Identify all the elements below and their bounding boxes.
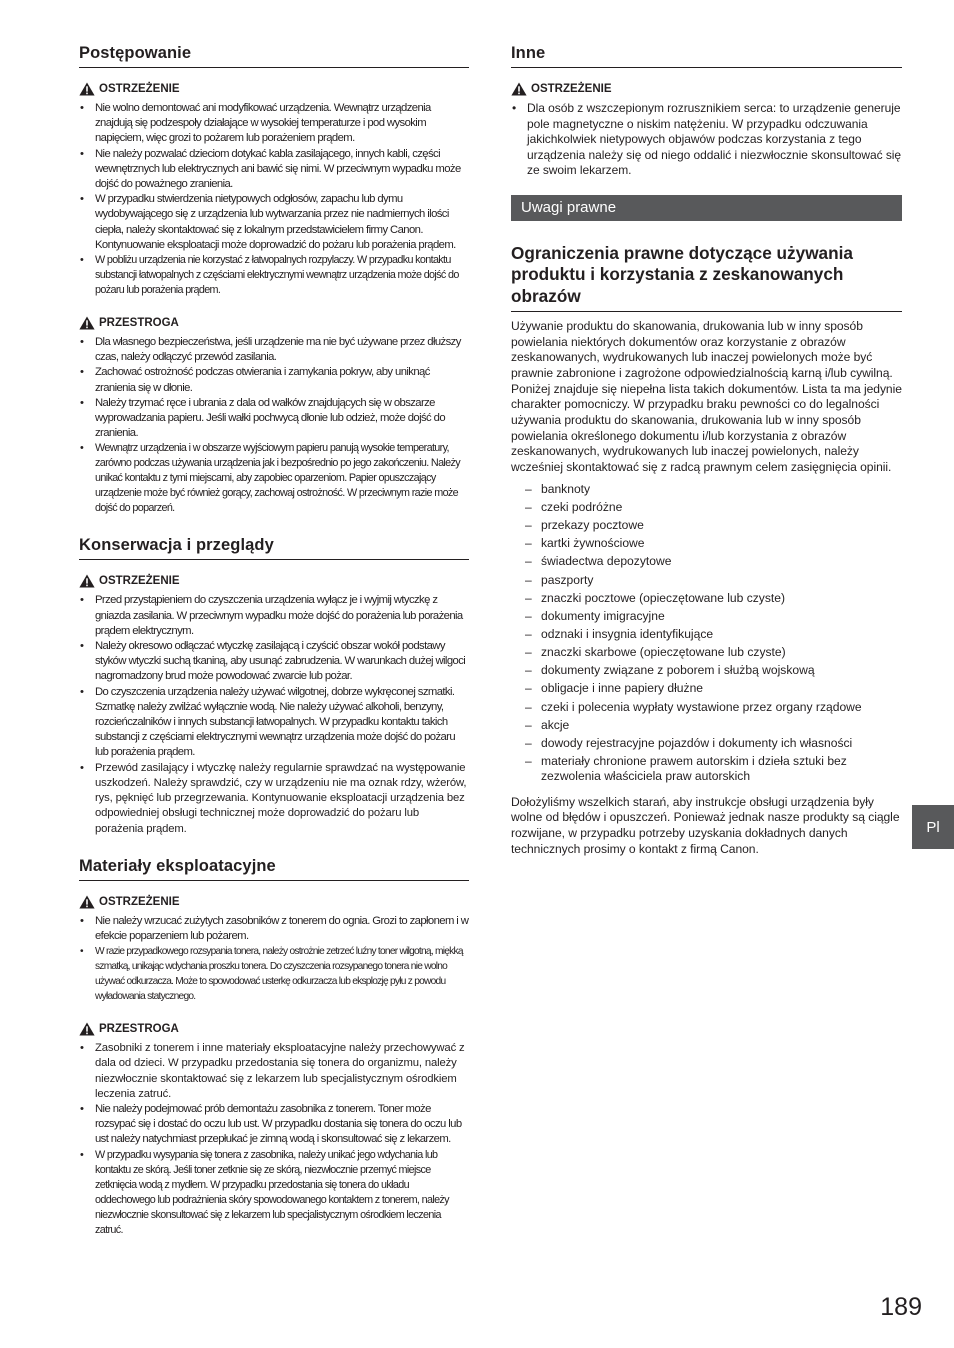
list-item: • Dla własnego bezpieczeństwa, jeśli urządzenie ma nie być używane przez dłuższy czas, należy odłączyć przewód zasilania. xyxy=(79,335,469,365)
list-item: – materiały chronione prawem autorskim i dzieła sztuki bez zezwolenia właściciela praw autorskich xyxy=(511,754,902,785)
legal-intro: Używanie produktu do skanowania, drukowania lub w inny sposób powielania niektórych dokumentów oraz korzystanie z obrazów zeskanowanych, wydrukowanych lub inaczej powielonych może być prawnie zabronione i zagrożone odpowiedzialnością karną i/lub cywilną. Poniżej znajduje się niepełna lista takich dokumentów. Lista ta ma jedynie charakter pomocniczy. W przypadku braku pewności co do legalności używania produktu do skanowania, drukowania lub w inny sposób powielania określonego dokumentu i/lub korzystania z obrazów zeskanowanych, wydrukowanych lub inaczej powielonych, należy wcześniej skontaktować się z radcą prawnym celem zasięgnięcia opinii. xyxy=(511,318,902,475)
list-item: • Zasobniki z tonerem i inne materiały eksploatacyjne należy przechowywać z dala od dzieci. W przypadku przedostania się tonera do organizmu, należy niezwłocznie skontaktować się z lekarzem lub specjalistycznym ośrodkiem leczenia zatruć. xyxy=(79,1041,469,1102)
warning-heading xyxy=(511,82,902,96)
restricted-documents-list xyxy=(511,482,902,785)
list-item: • Przed przystąpieniem do czyszczenia urządzenia wyłącz je i wyjmij wtyczkę z gniazda zasilania. W przeciwnym wypadku może dojść do porażenia lub porażenia prądem elektrycznym. xyxy=(79,593,469,639)
left-column xyxy=(79,44,469,1238)
list-item: – paszporty xyxy=(511,573,902,588)
warning-triangle-icon xyxy=(79,895,95,909)
caution-label: PRZESTROGA xyxy=(99,1023,179,1036)
list-item: – przekazy pocztowe xyxy=(511,518,902,533)
list-item: • Należy trzymać ręce i ubrania z dala od wałków znajdujących się w obszarze wyprowadzania papieru. Jeśli wałki pochwycą dłonie lub odzież, może dojść do zranienia. xyxy=(79,396,469,442)
warning-label: OSTRZEŻENIE xyxy=(531,83,612,95)
list-item: • Wewnątrz urządzenia i w obszarze wyjściowym papieru panują wysokie temperatury, zarówno podczas używania urządzenia jak i bezpośrednio po jego zakończeniu. Należy unikać kontaktu z tymi miejscami, aby zapobiec oparzeniom. Papier opuszczający urządzenie może być również gorący, zachowaj ostrożność. W przeciwnym razie może dojść do poparzeń. xyxy=(79,441,469,516)
list-item: – czeki podróżne xyxy=(511,500,902,515)
section-title-inne: Inne xyxy=(511,44,902,68)
warning-triangle-icon xyxy=(79,1022,95,1036)
warning-list xyxy=(79,101,469,298)
caution-list xyxy=(79,335,469,516)
list-item: • Do czyszczenia urządzenia należy używać wilgotnej, dobrze wykręconej szmatki. Szmatkę należy zwilżać wyłącznie wodą. Nie należy używać alkoholi, benzyny, rozcieńczalników i innych substancji łatwopalnych. W przypadku kontaktu takich substancji z częściami elektrycznymi wewnątrz urządzenia może dojść do pożaru lub porażenia prądem. xyxy=(79,685,469,761)
caution-heading xyxy=(79,316,469,330)
caution-label: PRZESTROGA xyxy=(99,317,179,330)
list-item: • Nie wolno demontować ani modyfikować urządzenia. Wewnątrz urządzenia znajdują się podzespoły działające w wysokiej temperaturze i pod wysokim napięciem, więc grozi to pożarem lub porażeniem prądem. xyxy=(79,101,469,147)
section-title-materialy: Materiały eksploatacyjne xyxy=(79,857,469,881)
legal-section-bar: Uwagi prawne xyxy=(511,195,902,221)
list-item: – czeki i polecenia wypłaty wystawione przez organy rządowe xyxy=(511,700,902,715)
warning-label: OSTRZEŻENIE xyxy=(99,895,180,908)
warning-list xyxy=(79,593,469,836)
list-item: – znaczki skarbowe (opieczętowane lub czyste) xyxy=(511,645,902,660)
list-item: – świadectwa depozytowe xyxy=(511,554,902,569)
list-item: – dokumenty związane z poborem i służbą wojskową xyxy=(511,663,902,678)
list-item: – obligacje i inne papiery dłużne xyxy=(511,681,902,696)
warning-heading xyxy=(79,82,469,96)
list-item: • Należy okresowo odłączać wtyczkę zasilającą i czyścić obszar wokół podstawy styków wtyczki suchą tkaniną, aby usunąć zabrudzenia. W warunkach dużej wilgoci nagromadzony brud może powodować zwarcie lub pożar. xyxy=(79,639,469,685)
warning-triangle-icon xyxy=(79,574,95,588)
caution-list xyxy=(79,1041,469,1237)
legal-title: Ograniczenia prawne dotyczące używania produktu i korzystania z zeskanowanych obrazów xyxy=(511,243,902,312)
warning-list xyxy=(511,101,902,179)
list-item: • Nie należy wrzucać zużytych zasobników z tonerem do ognia. Grozi to zapłonem i w efekcie poparzeniem lub pożarem. xyxy=(79,914,469,944)
legal-closing: Dołożyliśmy wszelkich starań, aby instrukcje obsługi urządzenia były wolne od błędów i opuszczeń. Ponieważ jednak nasze produkty są ciągle rozwijane, w przypadku potrzeby uzyskania dokładnych danych technicznych prosimy o kontakt z firmą Canon. xyxy=(511,794,900,856)
list-item: • Nie należy podejmować prób demontażu zasobnika z tonerem. Toner może rozsypać się i dostać do oczu lub ust. W przypadku dostania się tonera do oczu lub ust należy natychmiast przepłukać je zimną wodą i skonsultować się z lekarzem. xyxy=(79,1102,469,1148)
list-item: • W przypadku wysypania się tonera z zasobnika, należy unikać jego wdychania lub kontaktu ze skórą. Jeśli toner zetknie się ze skórą, niezwłocznie przemyć miejsce zetknięcia wodą z mydłem. W przypadku przedostania się tonera do układu oddechowego lub podrażnienia skóry spowodowanego kontaktem z tonerem, należy niezwłocznie skonsultować się z lekarzem lub specjalistycznym ośrodkiem leczenia zatruć. xyxy=(79,1148,469,1238)
list-item: – dowody rejestracyjne pojazdów i dokumenty ich własności xyxy=(511,736,902,751)
list-item: • Zachować ostrożność podczas otwierania i zamykania pokryw, aby uniknąć zranienia się w dłonie. xyxy=(79,365,469,395)
list-item: – akcje xyxy=(511,718,902,733)
list-item: • W pobliżu urządzenia nie korzystać z łatwopalnych rozpylaczy. W przypadku kontaktu substancji łatwopalnych z częściami elektrycznymi wewnątrz urządzenia może dojść do pożaru lub porażenia prądem. xyxy=(79,253,469,298)
list-item: – znaczki pocztowe (opieczętowane lub czyste) xyxy=(511,591,902,606)
list-item: – banknoty xyxy=(511,482,902,497)
warning-triangle-icon xyxy=(79,82,95,96)
warning-heading xyxy=(79,574,469,588)
warning-label: OSTRZEŻENIE xyxy=(99,575,180,588)
warning-list xyxy=(79,914,469,1004)
list-item: – odznaki i insygnia identyfikujące xyxy=(511,627,902,642)
warning-heading xyxy=(79,895,469,909)
warning-triangle-icon xyxy=(511,82,527,96)
list-item: • Dla osób z wszczepionym rozrusznikiem serca: to urządzenie generuje pole magnetyczne o niskim natężeniu. W przypadku odczuwania jakichkolwiek nietypowych objawów podczas korzystania z tego urządzenia należy się od niego oddalić i niezwłocznie skonsultować się ze swoim lekarzem. xyxy=(511,101,902,179)
caution-heading xyxy=(79,1022,469,1036)
right-column xyxy=(511,44,902,857)
warning-label: OSTRZEŻENIE xyxy=(99,83,180,95)
list-item: • W przypadku stwierdzenia nietypowych odgłosów, zapachu lub dymu wydobywającego się z urządzenia lub wytwarzania przez nie nadmiernych ilości ciepła, należy skontaktować się z lokalnym przedstawicielem firmy Canon. Kontynuowanie eksploatacji może doprowadzić do pożaru lub porażenia prądem. xyxy=(79,192,469,253)
page-number: 189 xyxy=(880,1293,922,1321)
section-title-konserwacja: Konserwacja i przeglądy xyxy=(79,536,469,560)
list-item: • Przewód zasilający i wtyczkę należy regularnie sprawdzać na występowanie uszkodzeń. Należy sprawdzić, czy w urządzeniu nie ma oznak rdzy, wżerów, rys, pęknięć lub przegrzewania. Kontynuowanie eksploatacji urządzenia bez odpowiedniej obsługi technicznej może doprowadzić do pożaru lub porażenia prądem. xyxy=(79,761,469,837)
warning-triangle-icon xyxy=(79,316,95,330)
list-item: • W razie przypadkowego rozsypania tonera, należy ostrożnie zetrzeć luźny toner wilgotną, miękką szmatką, unikając wdychania proszku tonera. Do czyszczenia rozsypanego tonera nie wolno używać odkurzacza. Może to spowodować usterkę odkurzacza lub eksplozję pyłu z powodu wyładowania statycznego. xyxy=(79,944,469,1004)
language-tab: Pl xyxy=(912,805,954,849)
list-item: • Nie należy pozwalać dzieciom dotykać kabla zasilającego, innych kabli, części wewnętrznych lub elektrycznych ani bawić się nimi. W przeciwnym wypadku może dojść do poważnego zranienia. xyxy=(79,147,469,193)
list-item: – dokumenty imigracyjne xyxy=(511,609,902,624)
list-item: – kartki żywnościowe xyxy=(511,536,902,551)
section-title-postepowanie: Postępowanie xyxy=(79,44,469,68)
